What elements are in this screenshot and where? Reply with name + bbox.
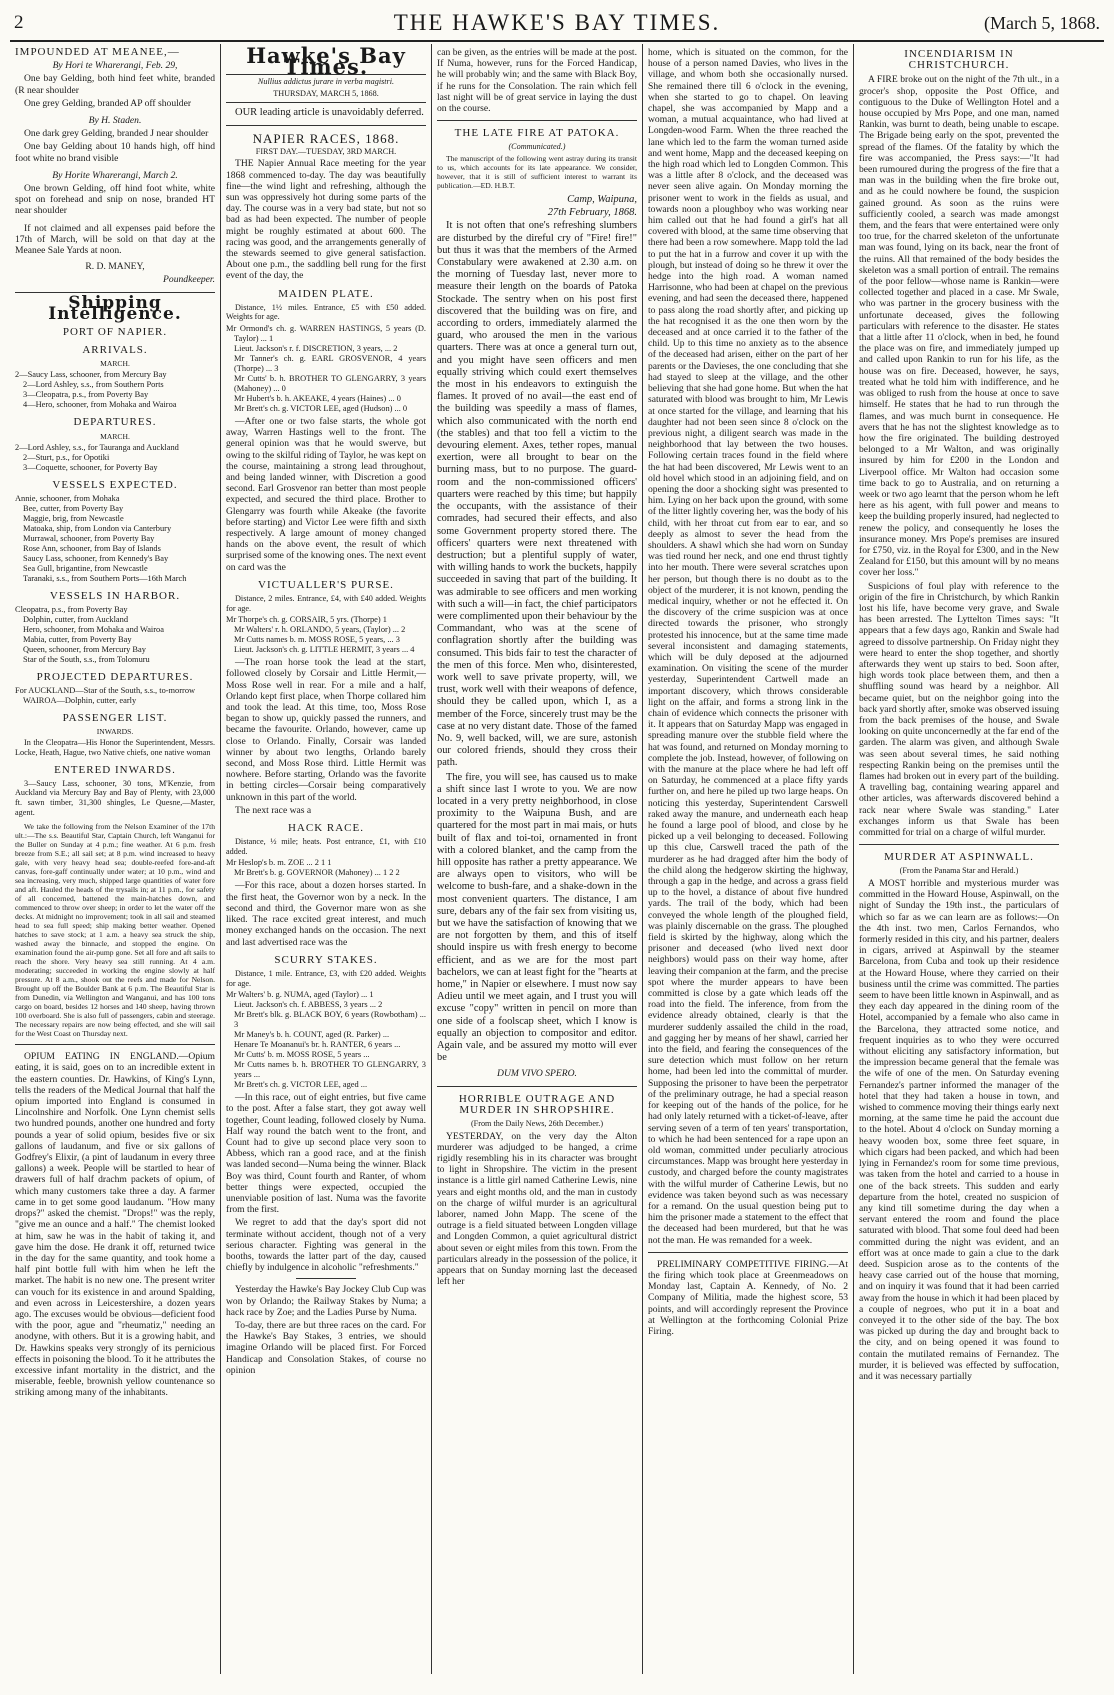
impounded-item-3: One dark grey Gelding, branded J near shoulder	[24, 128, 209, 140]
next-race-line: The next race was a	[235, 804, 312, 816]
newspaper-title: THE HAWKE'S BAY TIMES.	[393, 10, 721, 35]
passenger-list-heading: PASSENGER LIST.	[62, 712, 168, 725]
arrivals-month: MARCH.	[100, 359, 130, 369]
aspinwall-murder-source: (From the Panama Star and Herald.)	[899, 866, 1019, 876]
maiden-plate-heading: MAIDEN PLATE.	[278, 287, 374, 300]
newspaper-page	[10, 10, 1104, 1675]
impounded-by-staden: By H. Staden.	[88, 115, 142, 127]
impounded-item-2: One grey Gelding, branded AP off shoulder	[24, 97, 192, 109]
departures-list: 2—Lord Ashley, s.s., for Tauranga and Auckland 2—Sturt, p.s., for Opotiki 3—Coquette, schooner, for Poverty Bay	[15, 442, 179, 472]
departures-month: MARCH.	[100, 431, 130, 441]
competitive-firing-article: PRELIMINARY COMPETITIVE FIRING.—At the firing which took place at Greenmeadows on Monday last, Captain A. Kennedy, of No. 2 Company of Militia, made the highest score, 53 points, and will accordingly represent the Province at Wellington at the forthcoming Colonial Prize Firing.	[648, 1258, 848, 1337]
passenger-list: In the Cleopatra—His Honor the Superintendent, Messrs. Locke, Heath, Hague, two Native chiefs, one native woman	[15, 738, 215, 758]
port-of-napier-heading: PORT OF NAPIER.	[62, 326, 168, 339]
entered-inwards-list: 3—Saucy Lass, schooner, 30 tons, M'Kenzie, from Auckland via Mercury Bay and Bay of Plenty, with 23,000 ft. sawn timber, 31,300 shingles, Le Quesne,—Master, agent.	[15, 778, 215, 817]
projected-departures-list: For AUCKLAND—Star of the South, s.s., to-morrow WAIROA—Dolphin, cutter, early	[15, 686, 196, 706]
shropshire-murder-heading: HORRIBLE OUTRAGE AND MURDER IN SHROPSHIRE.	[458, 1092, 616, 1116]
entered-inwards-heading: ENTERED INWARDS.	[54, 763, 176, 776]
arrivals-heading: ARRIVALS.	[82, 344, 148, 357]
column-1	[10, 44, 221, 1674]
column-4-divider	[648, 1252, 848, 1253]
shipping-report: We take the following from the Nelson Examiner of the 17th ult.:—The s.s. Beautiful Star, Captain Church, left Wanganui for the Buller on Sunday at 4 p.m.; fine weather. At 6 p.m. fresh breeze from S.E.; all sail set; at 8 p.m. wind increased to heavy gale, with very heavy head sea; double-reefed fore-and-aft canvas, fore-gaff continually under water; at 10 p.m., wind and sea increasing, very much, shipped large quantities of water fore and aft. Hauled the heads of the trysails in; at 11 p.m., for safety of all concerned, battened the main-hatches down, and commenced to throw over sheep; in order to let the water off the decks. At midnight no improvement; took in all sail and steamed head to sea full speed; ship making better weather. Opened hatches to save stock; at 1 a.m. a heavy sea struck the ship, washed away the binnacle, and stopped the engine. On examination found the air-pump gone. Set all fore and aft sails to reach the shore. Very heavy sea still running. At 4 a.m. moderating; succeeded in working the engine slowly at half pressure. At 8 a.m., shook out the reefs and made for Nelson. Brought up off the Boulder Bank at 6 p.m. The Beautiful Star is from Dunedin, via Wellington and Wanganui, and has 100 tons cargo on board, besides 12 horses and 140 sheep, having thrown 100 overboard. She is also full of passengers, cabin and steerage. The necessary repairs are now being effected, and she will sail for the West Coast on Thursday next.	[15, 822, 215, 1039]
letter-motto: DUM VIVO SPERO.	[497, 1068, 577, 1080]
races-intro: THE Napier Annual Race meeting for the year 1868 commenced to-day. The day was beautifully fine—the wind light and refreshing, although the sun was oppressively hot during some parts of the day. The course was in a very bad state, but not so bad as had been expected. The number of people might be roughly estimated at about 600. The racing was good, and the arrangements generally of the stewards seemed to give general satisfaction. About one p.m., the saddling bell rung for the first event of the day, the	[226, 158, 426, 282]
issue-date: (March 5, 1868.	[984, 13, 1100, 33]
column-4	[643, 44, 854, 1674]
impounded-title: IMPOUNDED AT MEANEE,—	[15, 46, 180, 58]
impounded-item-5: One brown Gelding, off hind foot white, white spot on forehead and snip on nose, branded HT near shoulder	[15, 183, 215, 217]
dateline: THURSDAY, MARCH 5, 1868.	[226, 89, 426, 103]
aspinwall-murder-heading: MURDER AT ASPINWALL.	[884, 851, 1034, 864]
accident-note: We regret to add that the day's sport did not terminate without accident, though not of a very serious character. Fighting was general in the booths, towards the latter part of the day, caused chiefly by indulgence in alcoholic "refreshments."	[226, 1217, 426, 1274]
column-3-divider-1	[437, 120, 637, 121]
patoka-fire-letter: It is not often that one's refreshing slumbers are disturbed by the direful cry of "Fire! fire!" but thus it was that the members of the Armed Constabulary were awakened at 2.30 a.m. on the morning of Tuesday last, never more to measure their length on the boards of Patoka Stockade. The sentry when on his post first discovered that the building was on fire, and according to orders, immediately alarmed the guard, who aroused the men in the various quarters. There was at once a general turn out, and you might have seen officers and men equally striving which could exert themselves the most in his endeavors to extinguish the flames. It proved of no avail—the east end of the building was speedily a mass of flames, which also communicated with the north end (the stables) and that too fell a victim to the devouring element. Axes, tether ropes, manual exertion, were all brought to bear on the burning mass, but to no purpose. The guard-room and the non-commissioned officers' quarters were reached by this time; but happily the occupants, with the assistance of their comrades, had secured their effects, and also some Government property stored there. The officers' quarters were next threatened with destruction; but a plentiful supply of water, with willing hands to work the buckets, happily succeeded in saving that part of the building. It was admirable to see officers and men working with such a will—in fact, the chief participators were complimented upon their behaviour by the Commandant, who was at the scene of conflagration shortly after the building was consumed. This bids fair to test the character of the men of this force. Men who, disinterested, work well to save private property, will, we trust, work well with their weapons of defence, should they be called upon, which I, as a member of the Force, sincerely trust may be the case at no very distant date. Those of the famed No. 9, well backed, will, we are sure, astonish our colored friends, should they cross their path.	[437, 220, 637, 769]
hack-race-terms: Distance, ½ mile; heats. Post entrance, £1, with £10 added.	[226, 837, 426, 856]
letter-location: Camp, Waipuna,	[567, 194, 637, 206]
maiden-plate-entries: Mr Ormond's ch. g. WARREN HASTINGS, 5 years (D. Taylor) ... 1 Lieut. Jackson's r. f. DISCRETION, 3 years, ... 2 Mr Tanner's ch. g. EARL GROSVENOR, 4 years (Thorpe) ... 3 Mr Cutts' b. h. BROTHER TO GLENGARRY, 3 years (Mahoney) ... 0 Mr Hubert's b. h. AKEAKE, 4 years (Haines) ... 0 Mr Brett's ch. g. VICTOR LEE, aged (Hudson) ... 0	[226, 324, 426, 414]
impounded-item-1: One bay Gelding, both hind feet white, branded (R near shoulder	[15, 73, 215, 96]
hack-race-heading: HACK RACE.	[287, 822, 364, 835]
arrivals-list: 2—Saucy Lass, schooner, from Mercury Bay 2—Lord Ashley, s.s., from Southern Ports 3—Cleopatra, p.s., from Poverty Bay 4—Hero, schooner, from Mohaka and Wairoa	[15, 370, 177, 410]
christchurch-fire-article-2: Suspicions of foul play with reference to the origin of the fire in Christchurch, by which Rankin lost his life, have become very grave, and Swale has been arrested. The Lyttelton Times says: "It appears that a few days ago, Rankin and Swale had agreed to dissolve partnership. On Friday night they were heard to enter the shop together, and shortly afterwards they went up stairs to bed. Soon after, high words took place between them, and then a shuffling sound was heard by a neighbor. All became quiet, but on the neighbor going into the back yard shortly after, smoke was observed issuing from the back premises of the house, and Swale looking on quite unconcernedly at the far end of the garden. The alarm was given, and although Swale was seen about several times, he said nothing respecting Rankin being on the premises until the flames had broken out in every part of the building. A travelling bag, containing wearing apparel and other articles, was afterwards discovered behind a rack near where Swale was standing." Later exchanges inform us that Swale has been committed for trial on a charge of wilful murder.	[859, 580, 1059, 839]
column-1-divider	[15, 1044, 215, 1045]
nameplate: Hawke's Bay Times.	[226, 50, 426, 75]
column-3	[432, 44, 643, 1674]
hack-race-entries: Mr Heslop's b. m. ZOE ... 2 1 1 Mr Brett's b. g. GOVERNOR (Mahoney) ... 1 2 2	[226, 858, 400, 878]
todays-races: To-day, there are but three races on the card. For the Hawke's Bay Stakes, 3 entries, we should imagine Orlando will be placed first. For Forced Handicap and Consolation Stakes, of course no opinion	[226, 1319, 426, 1376]
shipping-intelligence-heading: Shipping Intelligence.	[15, 292, 215, 320]
aspinwall-murder-article: A MOST horrible and mysterious murder was committed in the Howard House, Aspinwall, on the night of Sunday the 19th inst., the particulars of which so far as we can learn are as follows:—On the 4th inst. two men, Carlos Fernandos, who formerly resided in this city, and his partner, dealers in cigars, arrived at Aspinwall by the steamer Barcelona, from Cuba and took up their residence at the Howard House, where they carried on their business until the crime was committed. The parties seem to have been little known in Aspinwall, and as they each day appeared in the dining room of the Hotel, accompanied by a female who also came in the Barcelona, they attracted some notice, and frequent inquiries as to who they were occurred without eliciting any satisfactory information, but the impression became general that the female was the wife of one of the men. On Saturday evening Fernandez's partner informed the manager of the hotel that they had taken a house in town, and wished to commence moving their things early next morning, at the same time he paid the account due to the hotel. About 4 o'clock on Sunday morning a heavy wooden box, some three feet square, in which cigars had been packed, and which had been lying in Fernandez's room for some time previous, was taken from the hotel and carried to a house in one of the back streets. This sudden and early departure from the hotel, created no suspicion of any kind till sometime during the day when a servant entered the room and found the place saturated with blood. That some foul deed had been committed during the night was evident, and an effort was at once made to gain a clue to the dark deed. Suspicion arose as to the contents of the heavy case carried out of the house that morning, and on inquiry it was found that it had been carried away from the house in which it had been placed by a couple of negroes, who put it in a boat and conveyed it to the other side of the bay. The box was picked up during the day and brought back to the city, and on being opened it was found to contain the mutilated remains of Fernandez. The murder, it is believed was effected by suffocation, and it was necessary partially	[859, 878, 1059, 1382]
victualler-purse-heading: VICTUALLER'S PURSE.	[258, 578, 394, 591]
poundkeeper-name: R. D. MANEY,	[85, 261, 145, 273]
vessels-expected-list: Annie, schooner, from Mohaka Bee, cutter, from Poverty Bay Maggie, brig, from Newcastle Matoaka, ship, from London via Canterbury Murrawal, schooner, from Poverty Bay Rose Ann, schooner, from Bay of Islands Saucy Lass, schooner, from Kennedy's Bay Sea Gull, brigantine, from Newcastle Taranaki, s.s., from Southern Ports—16th March	[15, 493, 187, 583]
shropshire-murder-article: YESTERDAY, on the very day the Alton murderer was adjudged to be hanged, a crime rigidly resembling his in its character was brought to light in Shropshire. The victim in the present instance is a little girl named Catherine Lewis, nine years and eight months old, and the man in custody on the charge of wilful murder is an agricultural laborer, named John Mapp. The scene of the outrage is a field situated between Longden village and Longden Common, a quiet agricultural district about seven or eight miles from this town. From the particulars already in the possession of the police, it appears that on Sunday morning last the deceased left her	[437, 1130, 637, 1288]
impounded-notice: If not claimed and all expenses paid before the 17th of March, will be sold on that day at the Meanee Sale Yards at noon.	[15, 222, 215, 257]
races-title: NAPIER RACES, 1868.	[252, 130, 400, 146]
shropshire-murder-source: (From the Daily News, 26th December.)	[470, 1119, 604, 1129]
hack-race-report: —For this race, about a dozen horses started. In the first heat, the Governor won by a neck. In the second and third, the Governor mare won as she liked. The race excited great interest, and much money exchanged hands on the occasion. The next and last advertised race was the	[226, 880, 426, 948]
christchurch-fire-heading: INCENDIARISM IN CHRISTCHURCH.	[904, 48, 1014, 72]
letter-date: 27th February, 1868.	[547, 207, 637, 219]
patoka-fire-heading: THE LATE FIRE AT PATOKA.	[454, 127, 620, 140]
vessels-in-harbor-heading: VESSELS IN HARBOR.	[49, 589, 181, 602]
leader-divider	[226, 125, 426, 126]
poundkeeper-title: Poundkeeper.	[163, 274, 215, 286]
leader-note: OUR leading article is unavoidably deferred.	[235, 106, 424, 118]
page-number: 2	[14, 12, 24, 33]
opium-article: OPIUM EATING IN ENGLAND.—Opium eating, it is said, goes on to an incredible extent in the eastern counties. Dr. Hawkins, of King's Lynn, tells the readers of the Medical Journal that half the opium imported into England is consumed in Lincolnshire and Norfolk. One Lynn chemist sells two hundred pounds, another one hundred and forty pounds a year of solid opium, besides five or six gallons of laudanum, and five or six gallons of Godfrey's Elixir, (a pint of laudanum in every three gallons) a week. People will be startled to hear of drawers full of half drachm packets of opium, of which many customers take three a day. A farmer came in to get some good laudanum. "How many drops?" asked the chemist. "Drops!" was the reply, "give me an ounce and a half." The chemist looked at him, saw he was in the habit of taking it, and gave him the dose. He drank it off, returned twice in the day for the same quantity, and took home a half pint bottle full with him when he left the market. The habit is no new one. The present writer can vouch for its existence in and around Spalding, and even across in Leicestershire, a dozen years ago. The excuses would be obvious—deficient food with the poor, ague and "rheumatiz," needing an anodyne, with others. But it is a growing habit, and Dr. Hawkins speaks very strongly of its pernicious effects in poisoning the blood. To it he attributes the excessive infant mortality in the district, and the miserable, feeble, brownish yellow countenance so striking among many of the inhabitants.	[15, 1051, 215, 1399]
columns	[10, 44, 1104, 1674]
patoka-fire-letter-2: The fire, you will see, has caused us to make a shift since last I wrote to you. We are now located in a very pretty neighborhood, in close proximity to the Waipuna Bush, and are quartered for the most part in mai mais, or huts built of flax and toi-toi, ornamented in front with a colored blanket, and the camp from the hill opposite has rather a pretty appearance. We are always open to visitors, who will be welcome to bush-fare, and a shake-down in the most convenient quarters. The distance, I am sure, debars any of the fair sex from visiting us, but we have the satisfaction of knowing that we are not forgotten by them, and this of itself should inspire us with fresh energy to become efficient, and as we are for the most part bachelors, we can at least fight for the "hearts at home," in Napier or elsewhere. I must now say Adieu until we meet again, and I trust you will excuse "copy" written in pencil on more than one side of a foolscap sheet, which I know is equally an objection to compositor and editor. Again vale, and be assured my motto will ever be	[437, 771, 637, 1064]
inwards-heading: INWARDS.	[96, 727, 134, 737]
scurry-stakes-terms: Distance, 1 mile. Entrance, £3, with £20 added. Weights for age.	[226, 968, 426, 988]
scurry-stakes-report: —In this race, out of eight entries, but five came to the post. After a false start, they got away well together, Count leading, followed closely by Numa. Half way round the batch went to the front, and Count had to give up second place very soon to Abbess, which ran a good race, and at the finish was landed second—Numa being the winner. Black Boy was third, Count fourth and Ranter, of whom better things were expected, occupied the unenviable position of last. Numa was the favorite from the first.	[226, 1092, 426, 1216]
masthead	[10, 10, 1104, 42]
impounded-by-hori-2: By Horite Wharerangi, March 2.	[52, 169, 178, 181]
christchurch-fire-article: A FIRE broke out on the night of the 7th ult., in a grocer's shop, opposite the Post Office, and contiguous to the Duke of Wellington Hotel and a house occupied by Mrs Pope, and one man, named Rankin, was burnt to death, being unable to escape. The Brigade being early on the spot, prevented the spread of the flames. Of the fatality by which the fire was accompanied, the Press says:—"It had been rumoured during the progress of the fire that a man was in the building when the fire broke out, and as he could nowhere be found, the suspicion gained ground. As soon as the ruins were sufficiently cooled, a search was made amongst them, and the fears that were entertained were only too true, for the charred skeleton of the unfortunate man was found, lying on its back, near the front of the ruins. All that remained of the body besides the skeleton was a small portion of entrail. The remains of the poor fellow—whose name is Rankin—were collected together and placed in a case. Mr Swale, who was partner in the grocery business with the unfortunate deceased, gives the following particulars with reference to the disaster. He states that a little after 11 o'clock, when in bed, he found the place was on fire, and immediately jumped up and called upon Rankin to run for his life, as the house was on fire. Deceased, however, he says, treated what he told him with indifference, and he was obliged to rush from the house at once to save himself. He states that he had to run through the flames, and was much burnt in consequence. He avers that he has not the slightest knowledge as to how the fire originated. The building destroyed belonged to a Mr Walton, and was originally insured by him for £200 in the London and Liverpool office. Mr Walton had occasion some time back to go to Australia, and on returning a week or two ago learnt that the person whom he left here as his agent, with full power and means to keep the building properly insured, had neglected to renew the policy, and consequently he loses the insurance money. Mrs Pope's premises are insured for £750, viz. in the Royal for £300, and in the New Zealand for £150, but this amount will by no means cover her loss."	[859, 74, 1059, 579]
impounded-item-4: One bay Gelding about 10 hands high, off hind foot white no brand visible	[15, 141, 215, 164]
communicated-label: (Communicated.)	[508, 142, 566, 152]
column-5	[854, 44, 1064, 1674]
column-3-divider-2	[437, 1086, 637, 1087]
column-5-divider	[859, 844, 1059, 845]
first-day-heading: FIRST DAY.—TUESDAY, 3RD MARCH.	[255, 146, 397, 156]
victualler-purse-entries: Mr Thorpe's ch. g. CORSAIR, 5 yrs. (Thorpe) 1 Mr Walters' r. h. ORLANDO, 5 years, (Taylor) ... 2 Mr Cutts names b. m. MOSS ROSE, 5 years, ... 3 Lieut. Jackson's ch. g. LITTLE HERMIT, 3 years ... 4	[226, 615, 415, 655]
vessels-in-harbor-list: Cleopatra, p.s., from Poverty Bay Dolphin, cutter, from Auckland Hero, schooner, from Mohaka and Wairoa Mabia, cutter, from Poverty Bay Queen, schooner, from Mercury Bay Star of the South, s.s., from Tolomuru	[15, 605, 164, 665]
column-2	[221, 44, 432, 1674]
vessels-expected-heading: VESSELS EXPECTED.	[52, 478, 178, 491]
departures-heading: DEPARTURES.	[73, 416, 157, 429]
cup-results: Yesterday the Hawke's Bay Jockey Club Cup was won by Orlando; the Railway Stakes by Numa; a hack race by Zoe; and the Ladies Purse by Numa.	[226, 1284, 426, 1318]
victualler-purse-report: —The roan horse took the lead at the start, followed closely by Corsair and Little Hermit,—Moss Rose well in rear. For a mile and a half, Orlando kept first place, when Thorpe collared him and took the lead. At this time, too, Moss Rose began to show up, quickly passed the runners, and became the favourite. Orlando, however, came up close to Orlando. Finally, Corsair was landed winner by about two lengths, Orlando barely second, and Moss Rose third. Little Hermit was nowhere. Before starting, Orlando was the favorite in betting circles—Corsair being comparatively unknown in this part of the world.	[226, 657, 426, 803]
motto: Nullius addictus jurare in verba magistri.	[257, 77, 395, 87]
scurry-stakes-entries: Mr Walters' b. g. NUMA, aged (Taylor) ... 1 Lieut. Jackson's ch. f. ABBESS, 3 years ... 2 Mr Brett's blk. g. BLACK BOY, 6 years (Rowbotham) ... 3 Mr Maney's b. h. COUNT, aged (R. Parker) ... Henare Te Moananui's br. h. RANTER, 6 years ... Mr Cutts' b. m. MOSS ROSE, 5 years ... Mr Cutts names b. h. BROTHER TO GLENGARRY, 3 years ... Mr Brett's ch. g. VICTOR LEE, aged ...	[226, 990, 426, 1090]
scurry-stakes-heading: SCURRY STAKES.	[274, 953, 378, 966]
impounded-by-hori-1: By Hori te Wharerangi, Feb. 29,	[52, 60, 178, 72]
victualler-purse-terms: Distance, 2 miles. Entrance, £4, with £40 added. Weights for age.	[226, 594, 426, 613]
races-continued: can be given, as the entries will be made at the post. If Numa, however, runs for the Forced Handicap, he will probably win; and the same with Black Boy, if he runs for the Consolation. The rain which fell last night will be of great service in laying the dust on the course.	[437, 47, 637, 115]
editor-note: The manuscript of the following went astray during its transit to us, which accounts for its late appearance. We consider, however, that it is still of sufficient interest to warrant its publication.—ED. H.B.T.	[437, 154, 637, 191]
shropshire-murder-continued: home, which is situated on the common, for the house of a person named Davies, who lives in the village, and whom both she occasionally nursed. She remained there till 6 o'clock in the evening, when she started to go to chapel. On leaving chapel, she was accompanied by Mapp and a woman, a mutual acquaintance, who had lived at Longden-wood Farm. When the three reached the lane which led to the farm the woman turned aside and went home, Mapp and the deceased keeping on the high road which led to Longden Common. This was a little after 8 o'clock, and the deceased was never seen alive again. On Monday morning the prisoner went to work in the fields as usual, and towards noon a ploughboy who was working near him called out that he had found a girl's hat all covered with blood, at the same time observing that there had been a row somewhere. Mapp told the lad to put the hat in a furrow and cover it up with the plough, but instead of doing so he threw it over the hedge into the high road. A woman named Harrisonne, who had been at chapel on the previous evening, and had seen the deceased there, happened to pass along the road shortly after, and picking up the hat recognised it as the one then worn by the deceased and at once carried it to the father of the child. Up to this time no anxiety as to the absence of the deceased had arisen, either on the part of her parents or the Davieses, the one concluding that she had stayed to sleep at the village, and the other believing that she had gone home. But when the hat saturated with blood was brought to him, Mr Lewis at once started for the village, and learning that his daughter had not been seen since 8 o'clock on the previous night, a diligent search was made in the neighborhood that lay between the two houses. Following certain traces found in the field where the hat had been discovered, Mr Lewis went to an old hovel which stood in an adjoining field, and on opening the door a shocking sight was presented to him. Lying on her back upon the ground, with some of the litter lightly covering her, was the body of his child, with her throat cut from ear to ear, and so deeply as almost to sever the head from the shoulders. A shawl which she had worn on Sunday was tied round her neck, and one end thrust tightly into her mouth. There were several scratches upon her person, but though there is no doubt as to the object of the murderer, it is not known, pending the medical inquiry, whether or not he effected it. On the discovery of the crime suspicion was at once directed towards the prisoner, who strongly protested his innocence, but at the same time made several inconsistent and damaging statements, which will be duly deposed at the adjourned examination. On visiting the scene of the murder yesterday, Superintendent Cartwell made an important discovery, which throws considerable light on the affair, and forms a strong link in the chain of evidence which connects the prisoner with it. It appears that on Saturday Mapp was engaged in spreading manure over the stubble field where the hat was found, and returned on Monday morning to complete the job. Instead, however, of following on with the manure at the place where he had left off on Saturday, he commenced at a place fifty yards further on, and here he piled up two large heaps. On noticing this yesterday, Superintendent Carswell raked away the manure, and underneath each heap he found a large pool of blood, and close by he picked up a veil belonging to deceased. Following up this clue, Carswell traced the path of the murderer as he had dragged after him the body of the child along the hedgerow skirting the highway, through a gap in the hedge, and across a grass field up to the hovel, a distance of about five hundred yards. The trail of the body, which had been conveyed the whole length of the ploughed field, was plainly discernable on the grass. The ploughed field is skirted by the highway, along which the prisoner and deceased (who lived next door neighbors) would pass on their way home, after leaving their companion at the farm, and the precise spot where the murder appears to have been committed is close by a gate which leads off the road into the field. The inference, from from the evidence already obtained, clearly is that the murderer suddenly assailed the child in the road, and gagging her by means of her shawl, carried her into the field, and fearing the consequences of the sure detection which must follow on her return home, had been led into the committal of murder. Supposing the prisoner to have been the perpetrator of the preliminary outrage, he had a special reason for keeping out of the hands of the police, for he had only lately returned with a ticket-of-leave, after serving seven of a term of ten years' transportation, to which he had been sentenced for a rape upon an old woman, committed under peculiarly atrocious circumstances. Mapp was brought here yesterday in custody, and charged before the county magistrates with the wilful murder of Catherine Lewis, but no evidence was taken beyond such as was necessary for a remand. On the usual question being put to him the prisoner made a statement to the effect that the deceased had been murdered, but that he was not the man. He was remanded for a week.	[648, 47, 848, 1246]
maiden-plate-report: —After one or two false starts, the whole got away, Warren Hastings well to the front. The general opinion was that he would swerve, but owing to the skilful riding of Taylor, he was kept on the course, maintaining a strong lead throughout, and being landed winner, with Discretion a good second. Earl Grosvenor ran better than most people expected, and secured the third place. Brother to Glengarry was fourth while Akeake (the favorite before starting) and Victor Lee were fifth and sixth respectively. A large amount of money changed hands on the above event, the result of which surprised some of the knowing ones. The next event on card was the	[226, 416, 426, 573]
maiden-plate-terms: Distance, 1½ miles. Entrance, £5 with £50 added. Weights for age.	[226, 302, 426, 322]
projected-departures-heading: PROJECTED DEPARTURES.	[36, 671, 194, 684]
races-divider	[296, 1278, 356, 1279]
